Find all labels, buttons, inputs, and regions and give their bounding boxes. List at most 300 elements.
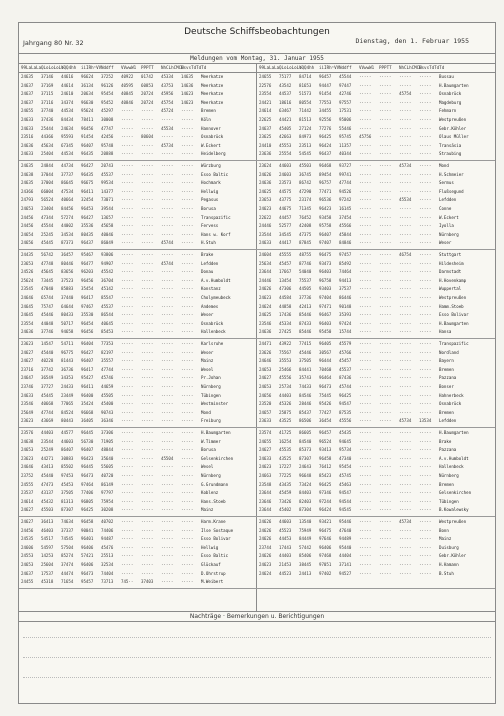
obs-value: ····· (359, 341, 372, 346)
obs-value: ····· (399, 401, 412, 407)
ship-name: Meerkatze (201, 91, 224, 97)
obs-value: ····· (419, 455, 432, 461)
ship-name: Westpreußen (439, 519, 467, 524)
obs-value: 24627 (259, 375, 272, 381)
table-row (19, 133, 495, 141)
obs-value: ····· (161, 481, 174, 487)
obs-value: ····· (419, 553, 432, 559)
obs-value: 45542 (101, 269, 114, 275)
obs-value: 23623 (21, 341, 34, 346)
obs-value: ····· (359, 320, 372, 326)
column-header: NhCLhCMCH (161, 65, 184, 70)
obs-value: 71345 (299, 206, 312, 211)
obs-value: 47040 (41, 286, 54, 292)
ship-name: Osnabrück (439, 91, 462, 97)
obs-value: 44403 (41, 430, 54, 435)
ship-name: Wuppertal (439, 286, 462, 292)
obs-value: 37306 (101, 430, 114, 435)
obs-value: 25444 (41, 125, 54, 131)
obs-value: 48755 (299, 252, 312, 257)
obs-value: ····· (419, 519, 432, 524)
obs-value: 24627 (259, 447, 272, 453)
obs-value: ····· (121, 303, 134, 309)
obs-value: ····· (379, 358, 392, 364)
ship-name: Osnabrück (201, 134, 224, 140)
obs-value: 23752 (21, 473, 34, 478)
obs-value: 74634 (61, 519, 74, 524)
obs-value: 17443 (279, 544, 292, 550)
obs-value: ····· (181, 384, 194, 389)
table-row (19, 116, 495, 124)
obs-value: 54517 (41, 536, 54, 542)
ship-name: Hans.Stoeb (201, 498, 226, 504)
obs-value: 94545 (339, 507, 352, 513)
obs-value: 44404 (339, 553, 352, 559)
obs-value: 56730 (81, 438, 94, 444)
ship-name: Transäsia (439, 142, 462, 148)
obs-value: ····· (359, 260, 372, 266)
obs-value: 43775 (279, 197, 292, 203)
obs-value: 95758 (319, 223, 332, 229)
obs-value: 11357 (339, 142, 352, 148)
obs-value: ····· (399, 536, 412, 542)
obs-value: 24637 (21, 570, 34, 576)
obs-value: 14636 (181, 82, 194, 88)
obs-value: 96524 (319, 438, 332, 444)
ship-name: Hans w. Korf (201, 231, 231, 237)
obs-value: ····· (121, 401, 134, 407)
obs-value: ····· (161, 223, 174, 229)
obs-value: 44421 (279, 117, 292, 122)
obs-value: ····· (379, 401, 392, 407)
obs-value: ····· (141, 473, 154, 478)
ship-name: H.Stuh (201, 240, 216, 246)
obs-value: ····· (379, 163, 392, 168)
obs-value: 24410 (259, 142, 272, 148)
table-row (19, 349, 495, 357)
obs-value: 96405 (319, 341, 332, 346)
obs-value: 24653 (21, 562, 34, 567)
ship-name: Bremen (439, 366, 454, 372)
obs-value: 24637 (21, 91, 34, 97)
ship-name: Tübingen (201, 392, 221, 398)
obs-value: 96437 (81, 240, 94, 246)
obs-value: 24645 (21, 312, 34, 318)
obs-value: 84456 (61, 206, 74, 211)
obs-value: 97447 (339, 82, 352, 88)
obs-value: 73445 (41, 277, 54, 283)
obs-value: 96401 (81, 536, 94, 542)
obs-value: 40595 (121, 82, 134, 88)
obs-value: ····· (181, 562, 194, 567)
obs-value: 24455 (21, 579, 34, 585)
obs-value: ····· (419, 366, 432, 372)
obs-value: 40645 (101, 320, 114, 326)
obs-value: 37436 (41, 117, 54, 122)
obs-value: 24555 (21, 481, 34, 487)
obs-value: ····· (379, 125, 392, 131)
ship-name: Pr.Johan (201, 375, 221, 381)
obs-value: 94645 (339, 438, 352, 444)
obs-value: 35530 (81, 312, 94, 318)
ship-name: Bonn (439, 527, 449, 533)
obs-value: 21453 (279, 562, 292, 567)
obs-value: 20724 (141, 91, 154, 97)
obs-value: ····· (379, 82, 392, 88)
obs-value: ····· (141, 329, 154, 335)
obs-value: 96456 (81, 277, 94, 283)
obs-value: 45537 (339, 366, 352, 372)
obs-value: ····· (399, 240, 412, 246)
obs-value: ····· (419, 498, 432, 504)
obs-value: 23633 (259, 418, 272, 424)
obs-value: 23545 (21, 286, 34, 292)
obs-value: 96668 (81, 409, 94, 415)
obs-value: 24627 (21, 358, 34, 364)
obs-value: ····· (181, 206, 194, 211)
obs-value: ····· (379, 223, 392, 229)
obs-value: 74545 (61, 536, 74, 542)
obs-value: ····· (399, 570, 412, 576)
obs-value: ····· (419, 312, 432, 318)
obs-value: 97457 (339, 252, 352, 257)
obs-value: ····· (141, 464, 154, 470)
ship-name: Meerkatze (201, 82, 224, 88)
obs-value: ····· (359, 409, 372, 415)
obs-value: 85492 (339, 260, 352, 266)
obs-value: 99741 (339, 171, 352, 177)
obs-value: 24366 (21, 188, 34, 194)
obs-value: ····· (161, 329, 174, 335)
obs-value: 97346 (319, 490, 332, 496)
ship-name: Gebr.Köhler (439, 125, 467, 131)
obs-value: 83656 (61, 269, 74, 275)
obs-value: 87307 (299, 455, 312, 461)
obs-value: 93806 (101, 252, 114, 257)
obs-value: 96424 (319, 507, 332, 513)
obs-value: 54711 (61, 341, 74, 346)
obs-value: 84546 (299, 392, 312, 398)
obs-value: ····· (121, 252, 134, 257)
obs-value: ····· (359, 570, 372, 576)
obs-value: ····· (121, 329, 134, 335)
obs-value: 36454 (319, 418, 332, 424)
obs-value: 47473 (41, 481, 54, 487)
obs-value: 24655 (259, 438, 272, 444)
obs-value: ····· (419, 99, 432, 105)
obs-value: 37505 (299, 358, 312, 364)
obs-value: 45744 (161, 240, 174, 246)
obs-value: 96437 (319, 151, 332, 157)
obs-value: 97424 (339, 320, 352, 326)
obs-value: 24435 (21, 252, 34, 257)
obs-value: 24637 (21, 82, 34, 88)
obs-value: ····· (141, 553, 154, 559)
obs-value: 97402 (319, 570, 332, 576)
obs-value: 23623 (21, 455, 34, 461)
table-row (19, 285, 495, 293)
ship-name: Transpazific (439, 341, 469, 346)
obs-value: 97557 (339, 99, 352, 105)
obs-value: 24623 (259, 206, 272, 211)
obs-value: ····· (121, 269, 134, 275)
table-row (19, 196, 495, 204)
ship-name: Hochmark (201, 180, 221, 186)
obs-value: 77353 (101, 341, 114, 346)
obs-value: ····· (181, 464, 194, 470)
ship-name: Flußsegund (439, 188, 464, 194)
obs-value: 24633 (21, 117, 34, 122)
obs-value: ····· (121, 142, 134, 148)
obs-value: 96435 (81, 171, 94, 177)
obs-value: ····· (181, 142, 194, 148)
obs-value: ····· (181, 108, 194, 114)
obs-value: ····· (121, 498, 134, 504)
obs-value: 24625 (259, 312, 272, 318)
obs-value: 97646 (319, 536, 332, 542)
meldungen-banner: Meldungen vom Montag, 31. Januar 1955 (19, 53, 495, 64)
obs-value: 24624 (259, 570, 272, 576)
obs-value: 87373 (61, 240, 74, 246)
obs-value: 85423 (319, 473, 332, 478)
obs-value: 35743 (299, 375, 312, 381)
obs-value: ····· (181, 163, 194, 168)
obs-value: 78411 (81, 117, 94, 122)
obs-value: ····· (181, 223, 194, 229)
obs-value: 42413 (299, 303, 312, 309)
table-row (19, 455, 495, 463)
obs-value: ····· (161, 527, 174, 533)
obs-value: 75949 (299, 527, 312, 533)
obs-value: ····· (121, 536, 134, 542)
obs-value: 96457 (319, 430, 332, 435)
obs-value: 45566 (339, 223, 352, 229)
obs-value: 43542 (279, 82, 292, 88)
obs-value: 96407 (81, 142, 94, 148)
obs-value: 92556 (319, 117, 332, 122)
obs-value: 42746 (339, 91, 352, 97)
obs-value: 45579 (339, 341, 352, 346)
obs-value: 77276 (319, 125, 332, 131)
obs-value: 85373 (299, 447, 312, 453)
obs-value: 24637 (259, 125, 272, 131)
obs-value: ····· (399, 74, 412, 79)
obs-value: 24663 (259, 473, 272, 478)
obs-value: ····· (181, 409, 194, 415)
obs-value: ····· (121, 570, 134, 576)
obs-value: ····· (359, 481, 372, 487)
obs-value: 30883 (61, 455, 74, 461)
obs-value: ····· (379, 536, 392, 542)
obs-value: ····· (161, 579, 174, 585)
obs-value: 37737 (61, 171, 74, 177)
ship-name: Mond (201, 409, 211, 415)
obs-value: 86149 (101, 481, 114, 487)
obs-value: ····· (181, 455, 194, 461)
obs-value: ····· (141, 375, 154, 381)
obs-value: ····· (379, 91, 392, 97)
obs-value: 45556 (279, 375, 292, 381)
obs-value: ····· (181, 490, 194, 496)
obs-value: ····· (419, 341, 432, 346)
report-title: Deutsche Schiffsbeobachtungen (184, 27, 330, 37)
table-row (19, 277, 495, 285)
obs-value: 45445 (41, 240, 54, 246)
ship-name: Donau (201, 269, 214, 275)
obs-value: 74406 (101, 527, 114, 533)
obs-value: ····· (399, 231, 412, 237)
obs-value: 44616 (61, 74, 74, 79)
obs-value: ····· (181, 188, 194, 194)
column-header: iiIRhᵊVV (319, 65, 340, 70)
obs-value: 54040 (299, 269, 312, 275)
obs-value: ····· (379, 117, 392, 122)
obs-value: 45435 (339, 430, 352, 435)
issue-date: Dienstag, den 1. Februar 1955 (355, 37, 469, 45)
obs-value: ····· (161, 295, 174, 300)
obs-value: 24633 (21, 125, 34, 131)
obs-value: ····· (141, 341, 154, 346)
ship-name: Gebr.Köhler (439, 553, 467, 559)
ship-name: Mainz (201, 507, 214, 513)
obs-value: 95454 (339, 464, 352, 470)
obs-value: 20743 (101, 163, 114, 168)
obs-value: ····· (141, 223, 154, 229)
ship-name: H.Baumgarten (439, 430, 469, 435)
obs-value: ····· (121, 481, 134, 487)
obs-value: ····· (359, 303, 372, 309)
obs-value: 45297 (101, 108, 114, 114)
obs-value: 14377 (101, 188, 114, 194)
obs-value: 95748 (101, 142, 114, 148)
obs-value: 36736 (61, 366, 74, 372)
obs-value: 94447 (319, 82, 332, 88)
issue-number: Jahrgang 80 Nr. 32 (23, 39, 84, 47)
obs-value: ····· (419, 409, 432, 415)
obs-value: ····· (121, 544, 134, 550)
obs-value: ····· (161, 117, 174, 122)
obs-value: 44048 (41, 320, 54, 326)
obs-value: 45463 (339, 481, 352, 487)
obs-value: 24610 (61, 91, 74, 97)
table-row (19, 463, 495, 471)
obs-value: ····· (141, 125, 154, 131)
obs-value: 96757 (319, 180, 332, 186)
obs-value: 45457 (279, 260, 292, 266)
obs-value: ····· (419, 329, 432, 335)
obs-value: ····· (141, 295, 154, 300)
obs-value: ····· (121, 519, 134, 524)
obs-value: 75567 (279, 349, 292, 355)
obs-value: 45457 (339, 358, 352, 364)
obs-value: 45754 (399, 91, 412, 97)
obs-value: 25634 (259, 260, 272, 266)
ship-name: W.Eckert (201, 142, 221, 148)
obs-value: 96444 (319, 358, 332, 364)
obs-value: 35536 (81, 223, 94, 229)
obs-value: ····· (359, 473, 372, 478)
obs-value: ····· (379, 295, 392, 300)
obs-value: ····· (399, 464, 412, 470)
column-header: DsvsTdTdTd (181, 65, 207, 70)
obs-value: ····· (161, 214, 174, 220)
obs-value: ····· (379, 240, 392, 246)
obs-value: 96203 (81, 269, 94, 275)
obs-value: 25734 (279, 384, 292, 389)
obs-value: ····· (419, 507, 432, 513)
obs-value: 20634 (81, 91, 94, 97)
column-header: VVwwW1 (359, 65, 375, 70)
obs-value: 24626 (259, 527, 272, 533)
obs-value: 37403 (141, 579, 154, 585)
obs-value: 37004 (41, 180, 54, 186)
ship-name: Gelsenkirchen (201, 455, 234, 461)
obs-value: ····· (359, 519, 372, 524)
obs-value: 47344 (41, 214, 54, 220)
obs-value: 30567 (319, 349, 332, 355)
obs-value: 44457 (279, 214, 292, 220)
ship-name: Weser (201, 349, 214, 355)
ship-name: Osnabrück (201, 320, 224, 326)
ship-name: Weser (439, 240, 452, 246)
obs-value: ····· (399, 490, 412, 496)
obs-value: 24645 (21, 303, 34, 309)
obs-value: ····· (419, 214, 432, 220)
ship-name: Lefdden (201, 260, 219, 266)
ship-name: Westminster (201, 401, 229, 407)
obs-value: ····· (161, 401, 174, 407)
obs-value: 45334 (279, 320, 292, 326)
obs-value: ····· (181, 125, 194, 131)
column-header: PPPTT (141, 65, 154, 70)
obs-value: ····· (181, 277, 194, 283)
obs-value: 57442 (299, 544, 312, 550)
obs-value: 52577 (279, 223, 292, 229)
obs-value: ····· (379, 464, 392, 470)
obs-value: 44603 (279, 519, 292, 524)
obs-value: 24553 (21, 553, 34, 559)
ship-name: Würzburg (201, 163, 221, 168)
obs-value: 87307 (61, 507, 74, 513)
obs-value: 35557 (101, 358, 114, 364)
table-row (19, 472, 495, 480)
obs-value: 25245 (41, 231, 54, 237)
notes-line (23, 677, 491, 678)
obs-value: ····· (141, 570, 154, 576)
obs-value: ····· (399, 151, 412, 157)
table-row (19, 374, 495, 382)
obs-value: ····· (379, 206, 392, 211)
table-row (19, 552, 495, 560)
obs-value: 35454 (81, 286, 94, 292)
obs-value: 89454 (319, 171, 332, 177)
obs-value: 36413 (41, 519, 54, 524)
obs-value: ····· (141, 303, 154, 309)
obs-value: 95450 (319, 329, 332, 335)
obs-value: ····· (121, 320, 134, 326)
obs-value: 96445 (81, 430, 94, 435)
obs-value: ····· (379, 171, 392, 177)
obs-value: ····· (379, 277, 392, 283)
obs-value: 76412 (319, 464, 332, 470)
obs-value: 86506 (299, 418, 312, 424)
obs-value: ····· (141, 108, 154, 114)
obs-value: 23546 (259, 320, 272, 326)
obs-value: 94489 (339, 536, 352, 542)
table-row (19, 340, 495, 348)
ship-name: Gelsenkirchen (439, 490, 472, 496)
obs-value: ····· (359, 312, 372, 318)
